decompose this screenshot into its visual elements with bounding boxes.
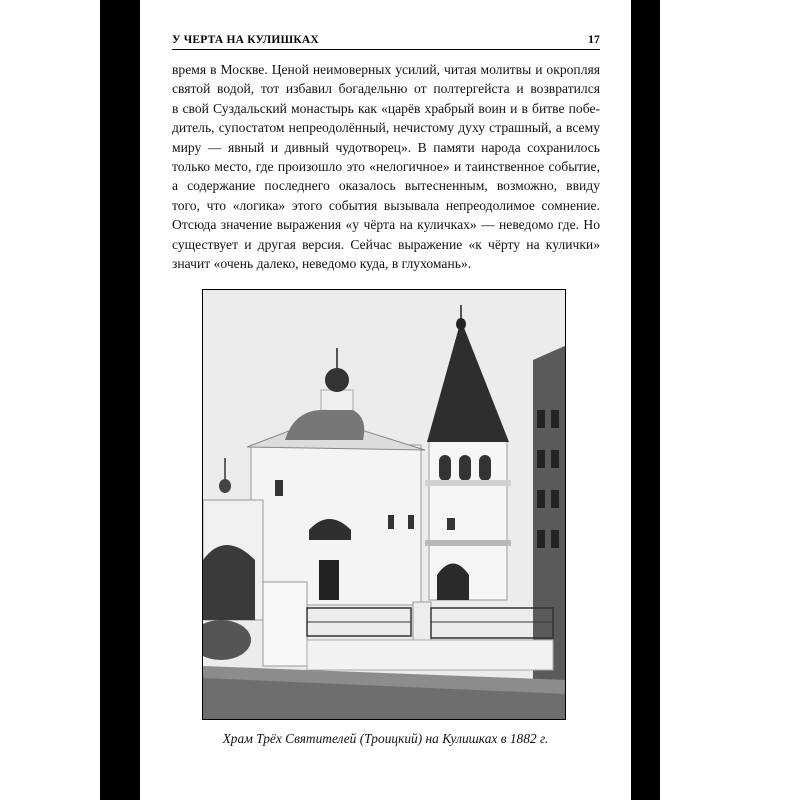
church-photograph (202, 289, 566, 720)
text-line: значит «очень далеко, неведомо куда, в глухомань». (172, 256, 472, 272)
text-line: того, что «логика» этого события вызывала непреодолимое сомнение. (172, 197, 600, 213)
text-line: в свой Суздальский монастырь как «царёв храбрый воин и в битве побе- (172, 100, 600, 116)
text-line: только место, где произошло это «нелогичное» и таинственное событие, (172, 159, 600, 175)
body-paragraph (172, 60, 600, 273)
text-line: дитель, супостатом непреодолённый, нечистому духу страшный, а всему (172, 120, 600, 136)
book-page (140, 0, 631, 800)
page-number: 17 (588, 34, 600, 46)
text-line: а содержание последнего оказалось вытесненным, возможно, ввиду (172, 178, 600, 194)
church-illustration (203, 290, 566, 720)
left-margin-bar (100, 0, 140, 800)
running-header (172, 33, 600, 50)
text-line: время в Москве. Ценой неимоверных усилий, читая молитвы и окропляя (172, 62, 600, 77)
text-line: Отсюда значение выражения «у чёрта на куличках» — неведомо где. Но (172, 217, 600, 233)
text-line: существует и другая версия. Сейчас выражение «к чёрту на кулички» (172, 236, 600, 252)
right-margin-bar (631, 0, 660, 800)
text-line: святой водой, тот избавил богадельню от полтергейста и возвратился (172, 81, 600, 97)
figure-caption: Храм Трёх Святителей (Троицкий) на Кулишках в 1882 г. (222, 731, 549, 746)
text-line: миру — явный и дивный чудотворец». В памяти народа сохранилось (172, 139, 600, 155)
running-title: У ЧЕРТА НА КУЛИШКАХ (172, 34, 319, 46)
